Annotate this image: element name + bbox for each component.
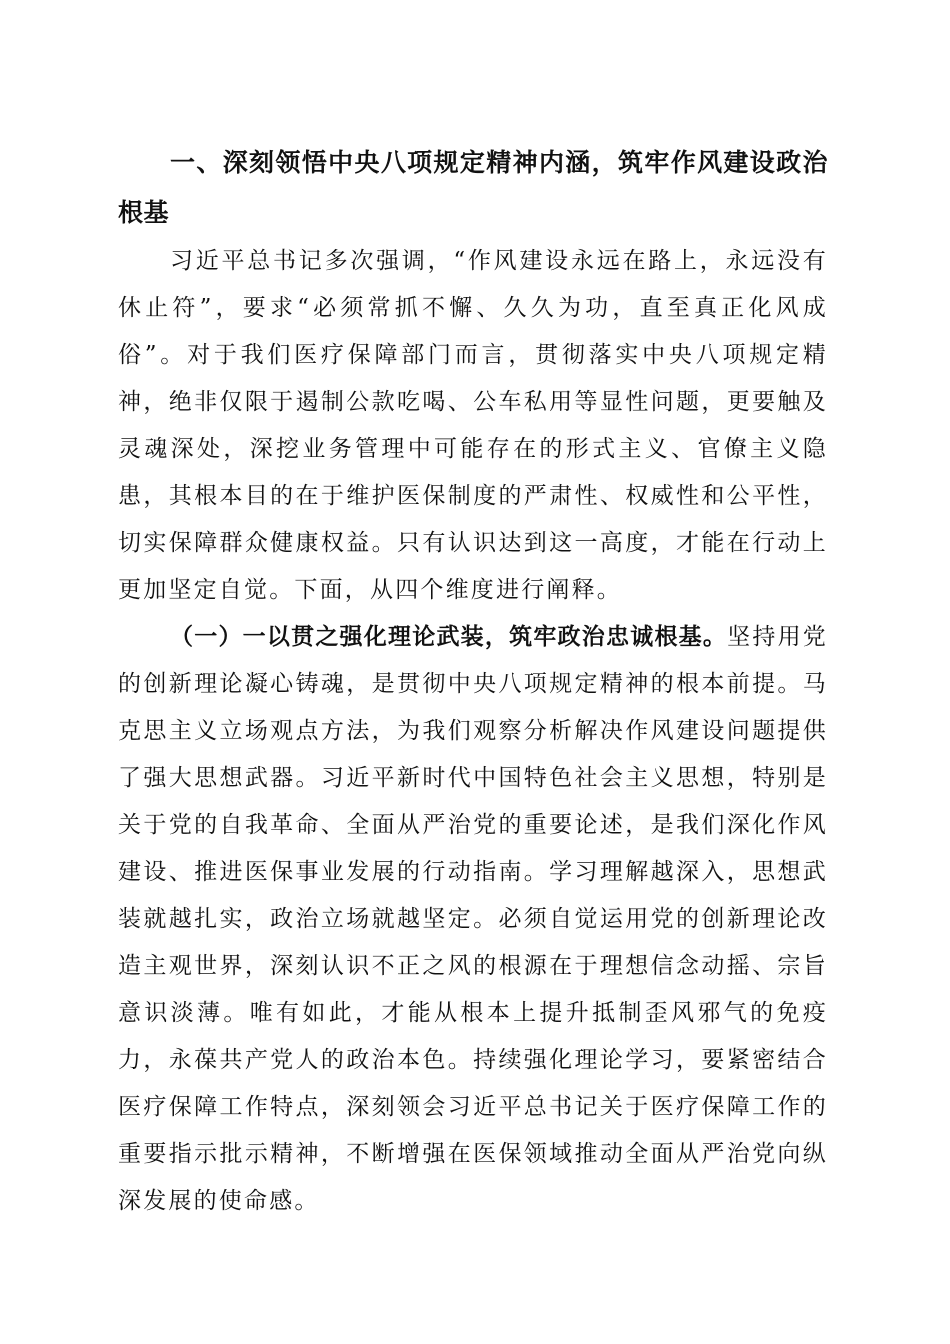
- subsection-body: 坚持用党的创新理论凝心铸魂，是贯彻中央八项规定精神的根本前提。马克思主义立场观点方法，为我们观察分析解决作风建设问题提供了强大思想武器。习近平新时代中国特色社会主义思想，特别是关于党的自我革命、全面从严治党的重要论述，是我们深化作风建设、推进医保事业发展的行动指南。学习理解越深入，思想武装就越扎实，政治立场就越坚定。必须自觉运用党的创新理论改造主观世界，深刻认识不正之风的根源在于理想信念动摇、宗旨意识淡薄。唯有如此，才能从根本上提升抵制歪风邪气的免疫力，永葆共产党人的政治本色。持续强化理论学习，要紧密结合医疗保障工作特点，深刻领会习近平总书记关于医疗保障工作的重要指示批示精神，不断增强在医保领域推动全面从严治党向纵深发展的使命感。: [118, 624, 828, 1214]
- section-heading: 一、深刻领悟中央八项规定精神内涵，筑牢作风建设政治根基: [118, 148, 828, 227]
- subsection-heading: （一）一以贯之强化理论武装，筑牢政治忠诚根基。: [170, 624, 728, 650]
- intro-paragraph: 习近平总书记多次强调，“作风建设永远在路上，永远没有休止符”，要求“必须常抓不懈、久久为功，直至真正化风成俗”。对于我们医疗保障部门而言，贯彻落实中央八项规定精神，绝非仅限于遏制公款吃喝、公车私用等显性问题，更要触及灵魂深处，深挖业务管理中可能存在的形式主义、官僚主义隐患，其根本目的在于维护医保制度的严肃性、权威性和公平性，切实保障群众健康权益。只有认识达到这一高度，才能在行动上更加坚定自觉。下面，从四个维度进行阐释。: [118, 248, 828, 603]
- subsection-paragraph: [118, 614, 828, 1225]
- document-body: [118, 138, 828, 1225]
